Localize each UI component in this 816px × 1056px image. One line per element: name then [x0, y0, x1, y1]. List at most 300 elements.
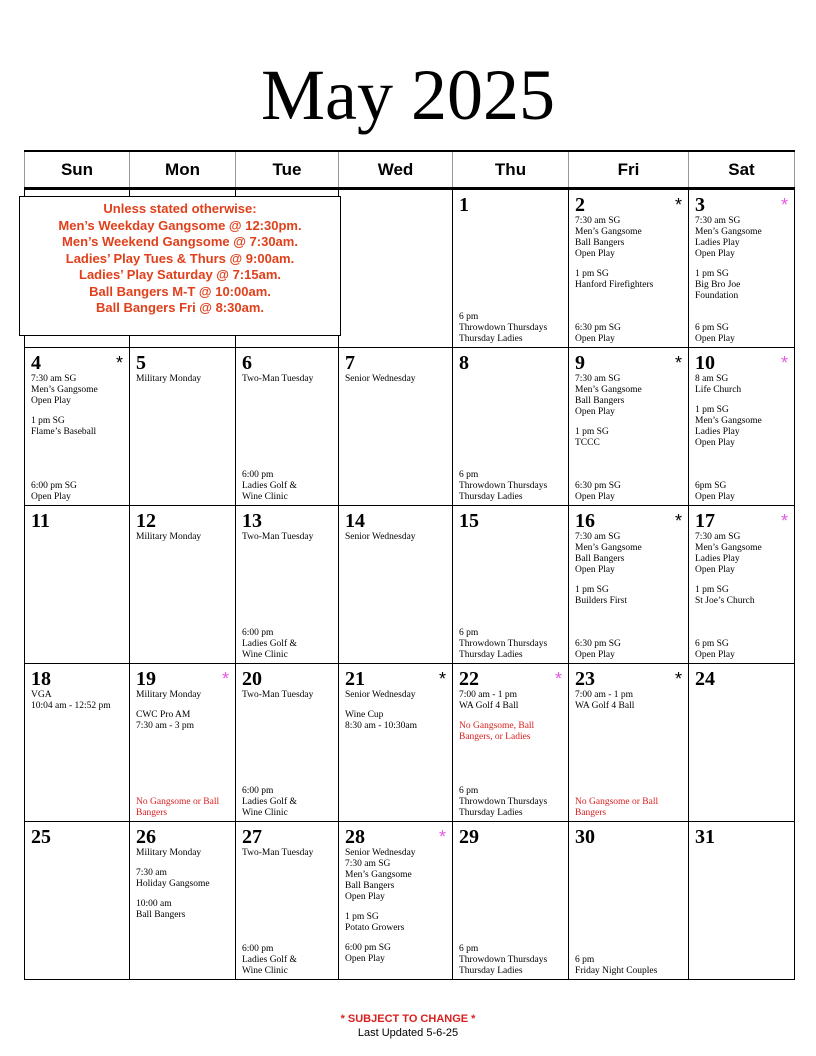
event-group — [459, 312, 564, 345]
event-line: Builders First — [575, 596, 627, 606]
day-events — [136, 374, 229, 385]
weekday-header: Wed — [339, 151, 453, 189]
weekday-header-row — [25, 151, 795, 189]
event-line: Two-Man Tuesday — [242, 374, 314, 384]
day-cell — [339, 348, 453, 506]
event-group — [31, 374, 123, 407]
event-line: 7:30 am - 3 pm — [136, 721, 195, 731]
event-group — [575, 955, 684, 977]
day-number: 6 — [242, 352, 252, 374]
day-cell-content — [339, 506, 452, 663]
event-line: 6:00 pm — [242, 786, 274, 796]
event-line: Throwdown Thursdays — [459, 323, 548, 333]
day-evening-events — [136, 797, 231, 819]
event-group — [242, 786, 334, 819]
event-line: Open Play — [575, 650, 615, 660]
event-line: Open Play — [695, 492, 735, 502]
notice-line: Ball Bangers Fri @ 8:30am. — [95, 300, 265, 315]
event-line: 7:30 am SG — [695, 532, 741, 542]
event-line: No Gangsome, Ball — [459, 721, 535, 731]
day-evening-events — [575, 481, 684, 503]
event-line: Two-Man Tuesday — [242, 848, 314, 858]
last-updated: Last Updated 5-6-25 — [357, 1027, 459, 1039]
day-number: 17 — [695, 510, 715, 532]
day-events — [31, 690, 123, 712]
event-line: Wine Clinic — [242, 808, 288, 818]
day-evening-events — [575, 955, 684, 977]
event-line: Throwdown Thursdays — [459, 481, 548, 491]
event-group — [459, 786, 564, 819]
day-cell-content — [25, 348, 129, 505]
event-line: Thursday Ladies — [459, 966, 523, 976]
day-cell — [25, 822, 130, 980]
event-line: Ball Bangers — [575, 238, 625, 248]
day-cell — [453, 664, 569, 822]
event-group — [242, 374, 332, 385]
day-number: 8 — [459, 352, 469, 374]
day-number: 4 — [31, 352, 41, 374]
day-cell-content — [236, 664, 338, 821]
day-evening-events — [695, 481, 790, 503]
day-evening-events — [242, 628, 334, 661]
day-cell-content — [689, 506, 794, 663]
notice-line: Unless stated otherwise: — [103, 201, 257, 216]
page-title: May 2025 — [261, 55, 555, 135]
event-group — [695, 639, 790, 661]
day-events — [695, 532, 788, 607]
event-line: 7:30 am SG — [575, 216, 621, 226]
day-cell-content — [689, 190, 794, 347]
event-group — [695, 585, 788, 607]
day-evening-events — [575, 639, 684, 661]
event-line: Men’s Gangsome — [695, 227, 762, 237]
day-cell — [453, 822, 569, 980]
asterisk-marker: * — [780, 511, 788, 531]
day-number: 1 — [459, 194, 469, 216]
event-line: Ladies Play — [695, 238, 740, 248]
event-group — [575, 532, 682, 576]
event-group — [695, 481, 790, 503]
weekday-header: Fri — [569, 151, 689, 189]
event-line: Open Play — [575, 492, 615, 502]
event-line: Bangers — [575, 808, 607, 818]
event-group — [345, 374, 446, 385]
event-line: 6 pm — [459, 786, 479, 796]
day-events — [136, 848, 229, 921]
event-group — [136, 690, 229, 701]
event-line: Open Play — [575, 249, 615, 259]
asterisk-marker: * — [674, 511, 682, 531]
subject-to-change-note: * SUBJECT TO CHANGE * — [340, 1013, 476, 1025]
calendar-week-row — [25, 506, 795, 664]
empty-day-cell — [339, 189, 453, 348]
event-line: Ball Bangers — [575, 396, 625, 406]
asterisk-marker: * — [780, 195, 788, 215]
event-warning — [459, 721, 562, 743]
day-cell — [25, 348, 130, 506]
event-line: Throwdown Thursdays — [459, 797, 548, 807]
event-group — [136, 532, 229, 543]
event-group — [459, 944, 564, 977]
day-number: 22 — [459, 668, 479, 690]
event-line: 6:00 pm SG — [31, 481, 77, 491]
event-line: Thursday Ladies — [459, 492, 523, 502]
day-events — [345, 848, 446, 965]
weekday-header: Sat — [689, 151, 795, 189]
event-group — [575, 323, 684, 345]
day-events — [345, 690, 446, 732]
day-cell-content — [453, 822, 568, 979]
event-group — [575, 639, 684, 661]
event-line: Throwdown Thursdays — [459, 955, 548, 965]
event-line: 6:30 pm SG — [575, 639, 621, 649]
event-line: 7:00 am - 1 pm — [575, 690, 634, 700]
day-cell-content — [25, 664, 129, 821]
event-line: Open Play — [345, 954, 385, 964]
day-number: 7 — [345, 352, 355, 374]
event-line: Two-Man Tuesday — [242, 690, 314, 700]
day-cell — [689, 822, 795, 980]
event-line: Ball Bangers — [136, 910, 186, 920]
event-line: Open Play — [695, 438, 735, 448]
event-line: 6:00 pm SG — [345, 943, 391, 953]
event-group — [459, 628, 564, 661]
event-line: TCCC — [575, 438, 600, 448]
event-line: 6 pm — [575, 955, 595, 965]
event-line: Ladies Golf & — [242, 639, 297, 649]
day-evening-events — [459, 628, 564, 661]
event-group — [136, 374, 229, 385]
day-events — [459, 690, 562, 743]
event-line: 7:30 am SG — [31, 374, 77, 384]
day-evening-events — [242, 470, 334, 503]
event-line: Senior Wednesday — [345, 532, 416, 542]
day-events — [242, 848, 332, 859]
weekday-header: Thu — [453, 151, 569, 189]
day-number: 2 — [575, 194, 585, 216]
day-events — [136, 690, 229, 732]
calendar-week-row — [25, 822, 795, 980]
day-number: 18 — [31, 668, 51, 690]
event-line: Open Play — [695, 565, 735, 575]
event-group — [242, 690, 332, 701]
event-group — [345, 690, 446, 701]
event-group — [695, 532, 788, 576]
day-number: 25 — [31, 826, 51, 848]
day-cell — [339, 664, 453, 822]
event-group — [345, 532, 446, 543]
event-line: 6:00 pm — [242, 628, 274, 638]
event-group — [695, 405, 788, 449]
event-line: Open Play — [31, 492, 71, 502]
day-cell — [453, 348, 569, 506]
day-cell — [339, 822, 453, 980]
notice-line: Ball Bangers M-T @ 10:00am. — [89, 283, 271, 299]
calendar-week-row — [25, 348, 795, 506]
day-evening-events — [695, 639, 790, 661]
day-number: 24 — [695, 668, 715, 690]
event-line: WA Golf 4 Ball — [575, 701, 635, 711]
day-events — [242, 532, 332, 543]
event-line: 6:30 pm SG — [575, 481, 621, 491]
day-cell — [689, 348, 795, 506]
asterisk-marker: * — [221, 669, 229, 689]
day-events — [695, 374, 788, 449]
event-line: 6 pm — [459, 470, 479, 480]
event-line: Ladies Golf & — [242, 481, 297, 491]
asterisk-marker: * — [674, 353, 682, 373]
event-group — [575, 690, 682, 712]
event-group — [345, 943, 446, 965]
event-line: Two-Man Tuesday — [242, 532, 314, 542]
day-cell — [689, 189, 795, 348]
event-line: Throwdown Thursdays — [459, 639, 548, 649]
day-events — [695, 216, 788, 302]
day-cell — [130, 348, 236, 506]
event-line: St Joe’s Church — [695, 596, 755, 606]
event-line: Potato Growers — [345, 923, 405, 933]
event-line: 7:00 am - 1 pm — [459, 690, 518, 700]
event-line: VGA — [31, 690, 52, 700]
event-line: 7:30 am SG — [345, 859, 391, 869]
event-line: 1 pm SG — [345, 912, 379, 922]
day-cell — [569, 348, 689, 506]
event-line: Open Play — [575, 407, 615, 417]
event-line: Senior Wednesday — [345, 848, 416, 858]
day-cell-content — [236, 506, 338, 663]
event-line: Thursday Ladies — [459, 650, 523, 660]
day-cell-content — [339, 348, 452, 505]
day-number: 15 — [459, 510, 479, 532]
day-evening-events — [242, 944, 334, 977]
event-group — [575, 481, 684, 503]
event-line: 1 pm SG — [575, 269, 609, 279]
day-number: 28 — [345, 826, 365, 848]
event-line: Men’s Gangsome — [695, 416, 762, 426]
day-number: 26 — [136, 826, 156, 848]
event-line: Men’s Gangsome — [575, 543, 642, 553]
event-line: Open Play — [695, 650, 735, 660]
day-number: 14 — [345, 510, 365, 532]
event-line: Hanford Firefighters — [575, 280, 654, 290]
event-line: Ladies Golf & — [242, 955, 297, 965]
event-line: 7:30 am SG — [575, 532, 621, 542]
event-line: Open Play — [575, 334, 615, 344]
notice-line: Men’s Weekday Gangsome @ 12:30pm. — [58, 217, 302, 233]
event-group — [575, 216, 682, 260]
event-line: 1 pm SG — [695, 405, 729, 415]
event-line: 6:30 pm SG — [575, 323, 621, 333]
day-number: 16 — [575, 510, 595, 532]
day-events — [345, 532, 446, 543]
event-line: 1 pm SG — [575, 427, 609, 437]
event-group — [695, 374, 788, 396]
event-group — [459, 470, 564, 503]
event-group — [242, 848, 332, 859]
day-cell — [569, 822, 689, 980]
day-cell-content — [569, 664, 688, 821]
day-cell — [236, 348, 339, 506]
day-cell-content — [689, 664, 794, 821]
event-line: 6 pm — [459, 628, 479, 638]
day-cell-content — [569, 822, 688, 979]
event-line: Foundation — [695, 291, 739, 301]
event-line: 6:00 pm — [242, 470, 274, 480]
day-cell — [339, 506, 453, 664]
event-line: No Gangsome or Ball — [575, 797, 659, 807]
day-cell — [569, 664, 689, 822]
event-group — [31, 690, 123, 712]
day-cell — [689, 506, 795, 664]
event-line: No Gangsome or Ball — [136, 797, 220, 807]
day-cell-content — [130, 822, 235, 979]
day-cell-content — [339, 822, 452, 979]
calendar-week-row — [25, 664, 795, 822]
day-evening-events — [695, 323, 790, 345]
event-line: Open Play — [695, 334, 735, 344]
event-group — [242, 532, 332, 543]
day-cell-content — [569, 190, 688, 347]
day-number: 3 — [695, 194, 705, 216]
day-cell — [453, 189, 569, 348]
event-line: CWC Pro AM — [136, 710, 191, 720]
event-group — [345, 710, 446, 732]
day-events — [31, 374, 123, 438]
day-cell-content — [689, 822, 794, 979]
event-line: 7:30 am SG — [575, 374, 621, 384]
day-events — [242, 374, 332, 385]
event-line: 6 pm — [459, 944, 479, 954]
weekday-header: Tue — [236, 151, 339, 189]
event-group — [136, 848, 229, 859]
day-cell-content — [25, 506, 129, 663]
day-evening-events — [459, 470, 564, 503]
asterisk-marker: * — [115, 353, 123, 373]
day-evening-events — [459, 944, 564, 977]
day-cell — [130, 822, 236, 980]
event-line: Ball Bangers — [575, 554, 625, 564]
event-line: 7:30 am SG — [695, 216, 741, 226]
event-group — [136, 868, 229, 890]
event-line: Military Monday — [136, 374, 202, 384]
event-line: Ladies Play — [695, 427, 740, 437]
day-evening-events — [242, 786, 334, 819]
event-line: Senior Wednesday — [345, 374, 416, 384]
event-group — [575, 427, 682, 449]
asterisk-marker: * — [674, 195, 682, 215]
weekday-header: Mon — [130, 151, 236, 189]
event-group — [31, 481, 125, 503]
day-number: 21 — [345, 668, 365, 690]
event-line: 6:00 pm — [242, 944, 274, 954]
asterisk-marker: * — [780, 353, 788, 373]
event-line: Men’s Gangsome — [31, 385, 98, 395]
event-line: 8:30 am - 10:30am — [345, 721, 418, 731]
event-group — [136, 710, 229, 732]
event-line: Open Play — [695, 249, 735, 259]
event-line: Flame’s Baseball — [31, 427, 97, 437]
event-line: Big Bro Joe — [695, 280, 741, 290]
event-line: 10:04 am - 12:52 pm — [31, 701, 111, 711]
event-line: Thursday Ladies — [459, 334, 523, 344]
asterisk-marker: * — [674, 669, 682, 689]
day-cell — [25, 506, 130, 664]
day-number: 29 — [459, 826, 479, 848]
event-line: Life Church — [695, 385, 742, 395]
day-cell — [130, 664, 236, 822]
event-line: Military Monday — [136, 532, 202, 542]
day-number: 13 — [242, 510, 262, 532]
day-evening-events — [575, 797, 684, 819]
day-cell — [236, 664, 339, 822]
event-line: Bangers — [136, 808, 168, 818]
event-line: Thursday Ladies — [459, 808, 523, 818]
event-line: 7:30 am — [136, 868, 167, 878]
notice-line: Ladies’ Play Tues & Thurs @ 9:00am. — [65, 250, 295, 266]
event-line: Holiday Gangsome — [136, 879, 210, 889]
day-number: 12 — [136, 510, 156, 532]
day-cell-content — [453, 348, 568, 505]
event-warning — [136, 797, 231, 819]
asterisk-marker: * — [438, 669, 446, 689]
event-line: Military Monday — [136, 848, 202, 858]
day-cell — [689, 664, 795, 822]
day-cell-content — [569, 506, 688, 663]
day-evening-events — [459, 312, 564, 345]
event-group — [695, 269, 788, 302]
day-cell — [453, 506, 569, 664]
event-group — [575, 374, 682, 418]
event-line: Open Play — [31, 396, 71, 406]
day-cell — [236, 506, 339, 664]
event-line: Ball Bangers — [345, 881, 395, 891]
day-cell-content — [25, 822, 129, 979]
event-line: Ladies Play — [695, 554, 740, 564]
day-cell-content — [569, 348, 688, 505]
event-group — [242, 628, 334, 661]
day-number: 31 — [695, 826, 715, 848]
event-line: Men’s Gangsome — [345, 870, 412, 880]
event-line: Wine Clinic — [242, 966, 288, 976]
day-evening-events — [575, 323, 684, 345]
day-number: 30 — [575, 826, 595, 848]
day-events — [575, 374, 682, 449]
event-line: 6 pm SG — [695, 639, 729, 649]
default-schedule-notice — [19, 196, 341, 336]
event-group — [575, 585, 682, 607]
event-group — [575, 269, 682, 291]
day-cell-content — [236, 348, 338, 505]
event-line: Wine Clinic — [242, 492, 288, 502]
footer — [0, 1012, 816, 1040]
event-group — [242, 944, 334, 977]
event-line: Bangers, or Ladies — [459, 732, 531, 742]
day-cell — [25, 664, 130, 822]
day-cell-content — [130, 664, 235, 821]
day-number: 5 — [136, 352, 146, 374]
event-line: Wine Cup — [345, 710, 384, 720]
day-number: 9 — [575, 352, 585, 374]
event-line: Men’s Gangsome — [575, 227, 642, 237]
notice-line: Men’s Weekend Gangsome @ 7:30am. — [62, 234, 298, 249]
day-number: 23 — [575, 668, 595, 690]
day-cell-content — [689, 348, 794, 505]
event-group — [242, 470, 334, 503]
event-line: 10:00 am — [136, 899, 172, 909]
event-line: Open Play — [575, 565, 615, 575]
day-number: 20 — [242, 668, 262, 690]
event-group — [695, 216, 788, 260]
